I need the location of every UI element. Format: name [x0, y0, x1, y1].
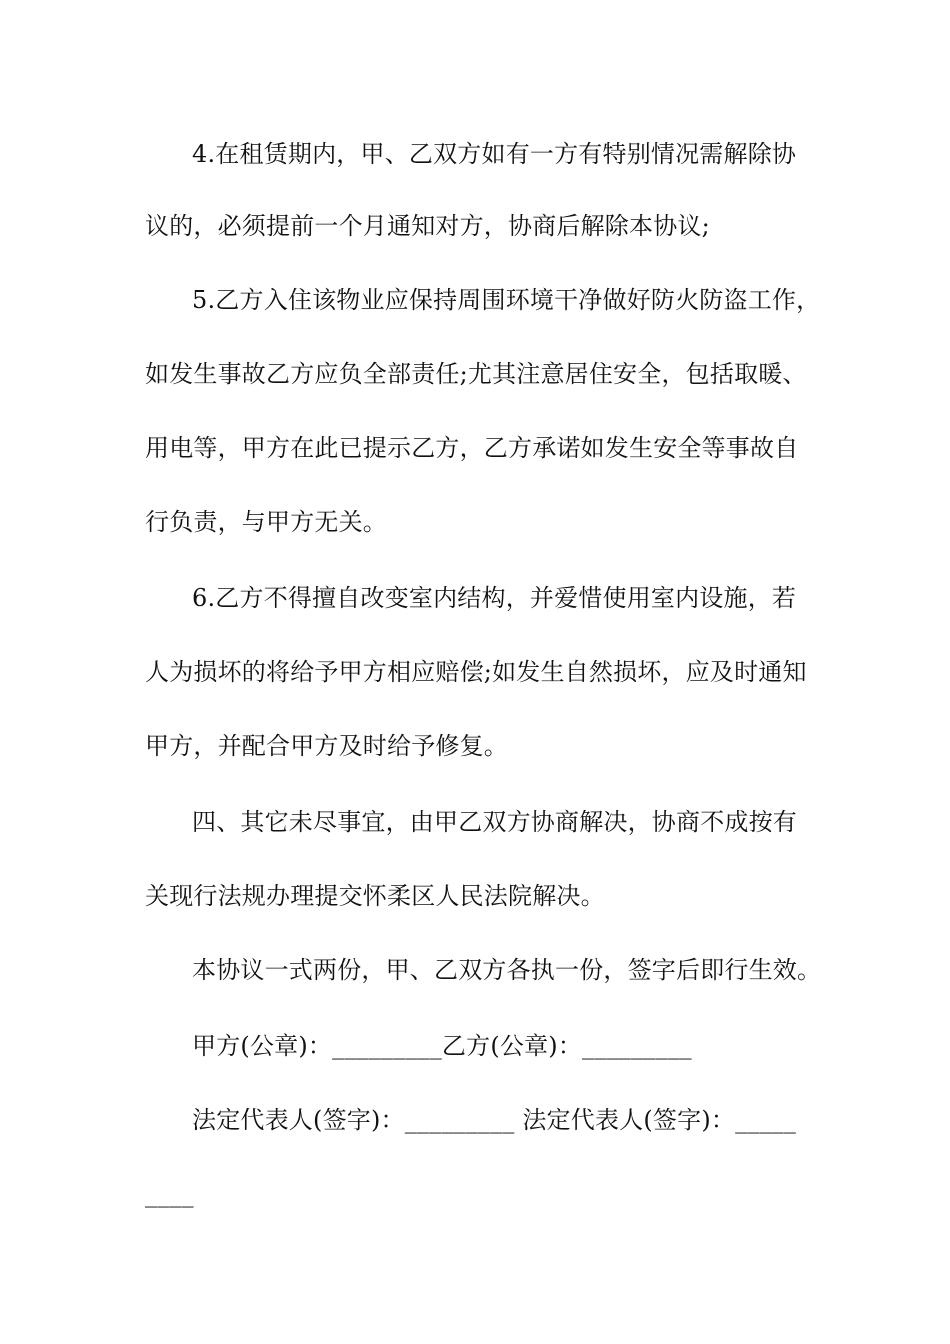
party-seal-line: 甲方(公章)：_________乙方(公章)：_________	[192, 1032, 692, 1060]
clause-5-line-1: 5.乙方入住该物业应保持周围环境干净做好防火防盗工作，	[192, 286, 821, 314]
clause-4-line-1: 4.在租赁期内，甲、乙双方如有一方有特别情况需解除协	[192, 140, 797, 168]
signature-continuation-line: ____	[145, 1180, 194, 1208]
clause-6-line-3: 甲方，并配合甲方及时给予修复。	[145, 732, 508, 760]
legal-rep-signature-line: 法定代表人(签字)：_________ 法定代表人(签字)：_____	[192, 1106, 797, 1134]
section-4-line-2: 关现行法规办理提交怀柔区人民法院解决。	[145, 882, 605, 910]
clause-5-line-2: 如发生事故乙方应负全部责任;尤其注意居住安全，包括取暖、	[145, 360, 807, 388]
clause-6-line-2: 人为损坏的将给予甲方相应赔偿;如发生自然损坏，应及时通知	[145, 658, 807, 686]
clause-6-line-1: 6.乙方不得擅自改变室内结构，并爱惜使用室内设施，若	[192, 584, 797, 612]
clause-5-line-3: 用电等，甲方在此已提示乙方，乙方承诺如发生安全等事故自	[145, 434, 799, 462]
section-4-line-1: 四、其它未尽事宜，由甲乙双方协商解决，协商不成按有	[192, 808, 797, 836]
document-page	[145, 0, 822, 1344]
clause-4-line-2: 议的，必须提前一个月通知对方，协商后解除本协议;	[145, 212, 710, 240]
clause-5-line-4: 行负责，与甲方无关。	[145, 508, 387, 536]
agreement-copies-line: 本协议一式两份，甲、乙双方各执一份，签字后即行生效。	[192, 956, 822, 984]
